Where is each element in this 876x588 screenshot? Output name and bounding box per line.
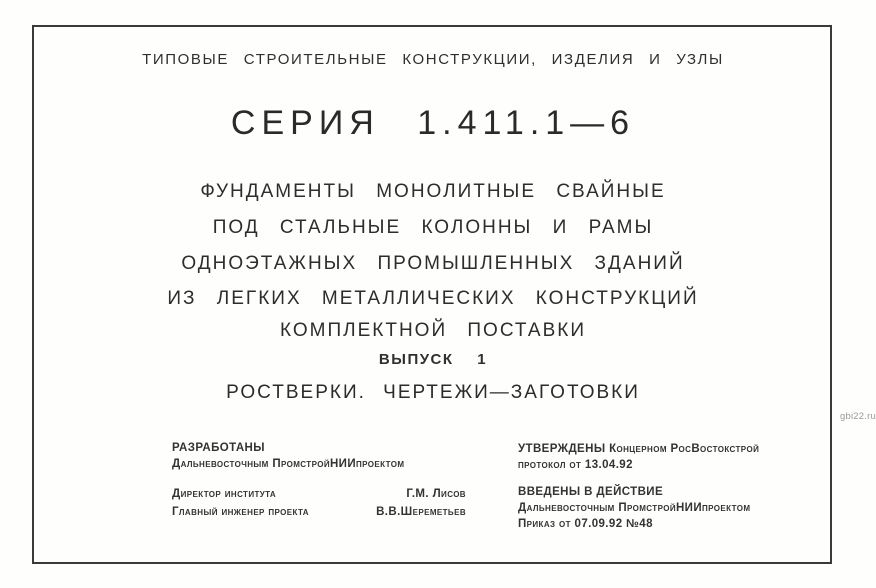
order-line: Приказ от 07.09.92 №48 <box>518 518 653 530</box>
document-header: ТИПОВЫЕ СТРОИТЕЛЬНЫЕ КОНСТРУКЦИИ, ИЗДЕЛИЯ И УЗЛЫ <box>142 51 724 68</box>
signatory-name: Г.М. Лисов <box>406 488 466 500</box>
enacted-org: Дальневосточным ПромстройНИИпроектом <box>518 502 751 514</box>
signatory-role: Директор института <box>172 488 277 500</box>
approved-by-block <box>518 441 818 532</box>
document-subtitle: РОСТВЕРКИ. ЧЕРТЕЖИ—ЗАГОТОВКИ <box>226 382 640 403</box>
developed-by-block <box>172 440 466 521</box>
issue-number: ВЫПУСК 1 <box>378 351 488 368</box>
developed-org: Дальневосточным ПромстройНИИпроектом <box>172 458 405 470</box>
enacted-label: ВВЕДЕНЫ В ДЕЙСТВИЕ <box>518 486 664 498</box>
title-line-3: ОДНОЭТАЖНЫХ ПРОМЫШЛЕННЫХ ЗДАНИЙ <box>181 253 685 274</box>
signatory-row <box>172 485 466 503</box>
protocol-line: протокол от 13.04.92 <box>518 459 633 471</box>
developed-label: РАЗРАБОТАНЫ <box>172 442 265 454</box>
site-watermark: gbi22.ru <box>840 411 876 422</box>
title-line-4: ИЗ ЛЕГКИХ МЕТАЛЛИЧЕСКИХ КОНСТРУКЦИЙ <box>167 288 699 309</box>
signatory-name: В.В.Шереметьев <box>376 506 466 518</box>
title-line-5: КОМПЛЕКТНОЙ ПОСТАВКИ <box>280 320 586 341</box>
approved-line: УТВЕРЖДЕНЫ Концерном РосВостокстрой <box>518 443 760 455</box>
title-line-1: ФУНДАМЕНТЫ МОНОЛИТНЫЕ СВАЙНЫЕ <box>200 181 666 202</box>
signatories <box>172 485 466 521</box>
signatory-row <box>172 503 466 521</box>
series-title: СЕРИЯ 1.411.1—6 <box>230 104 636 142</box>
title-line-2: ПОД СТАЛЬНЫЕ КОЛОННЫ И РАМЫ <box>212 217 654 238</box>
signatory-role: Главный инженер проекта <box>172 506 309 518</box>
